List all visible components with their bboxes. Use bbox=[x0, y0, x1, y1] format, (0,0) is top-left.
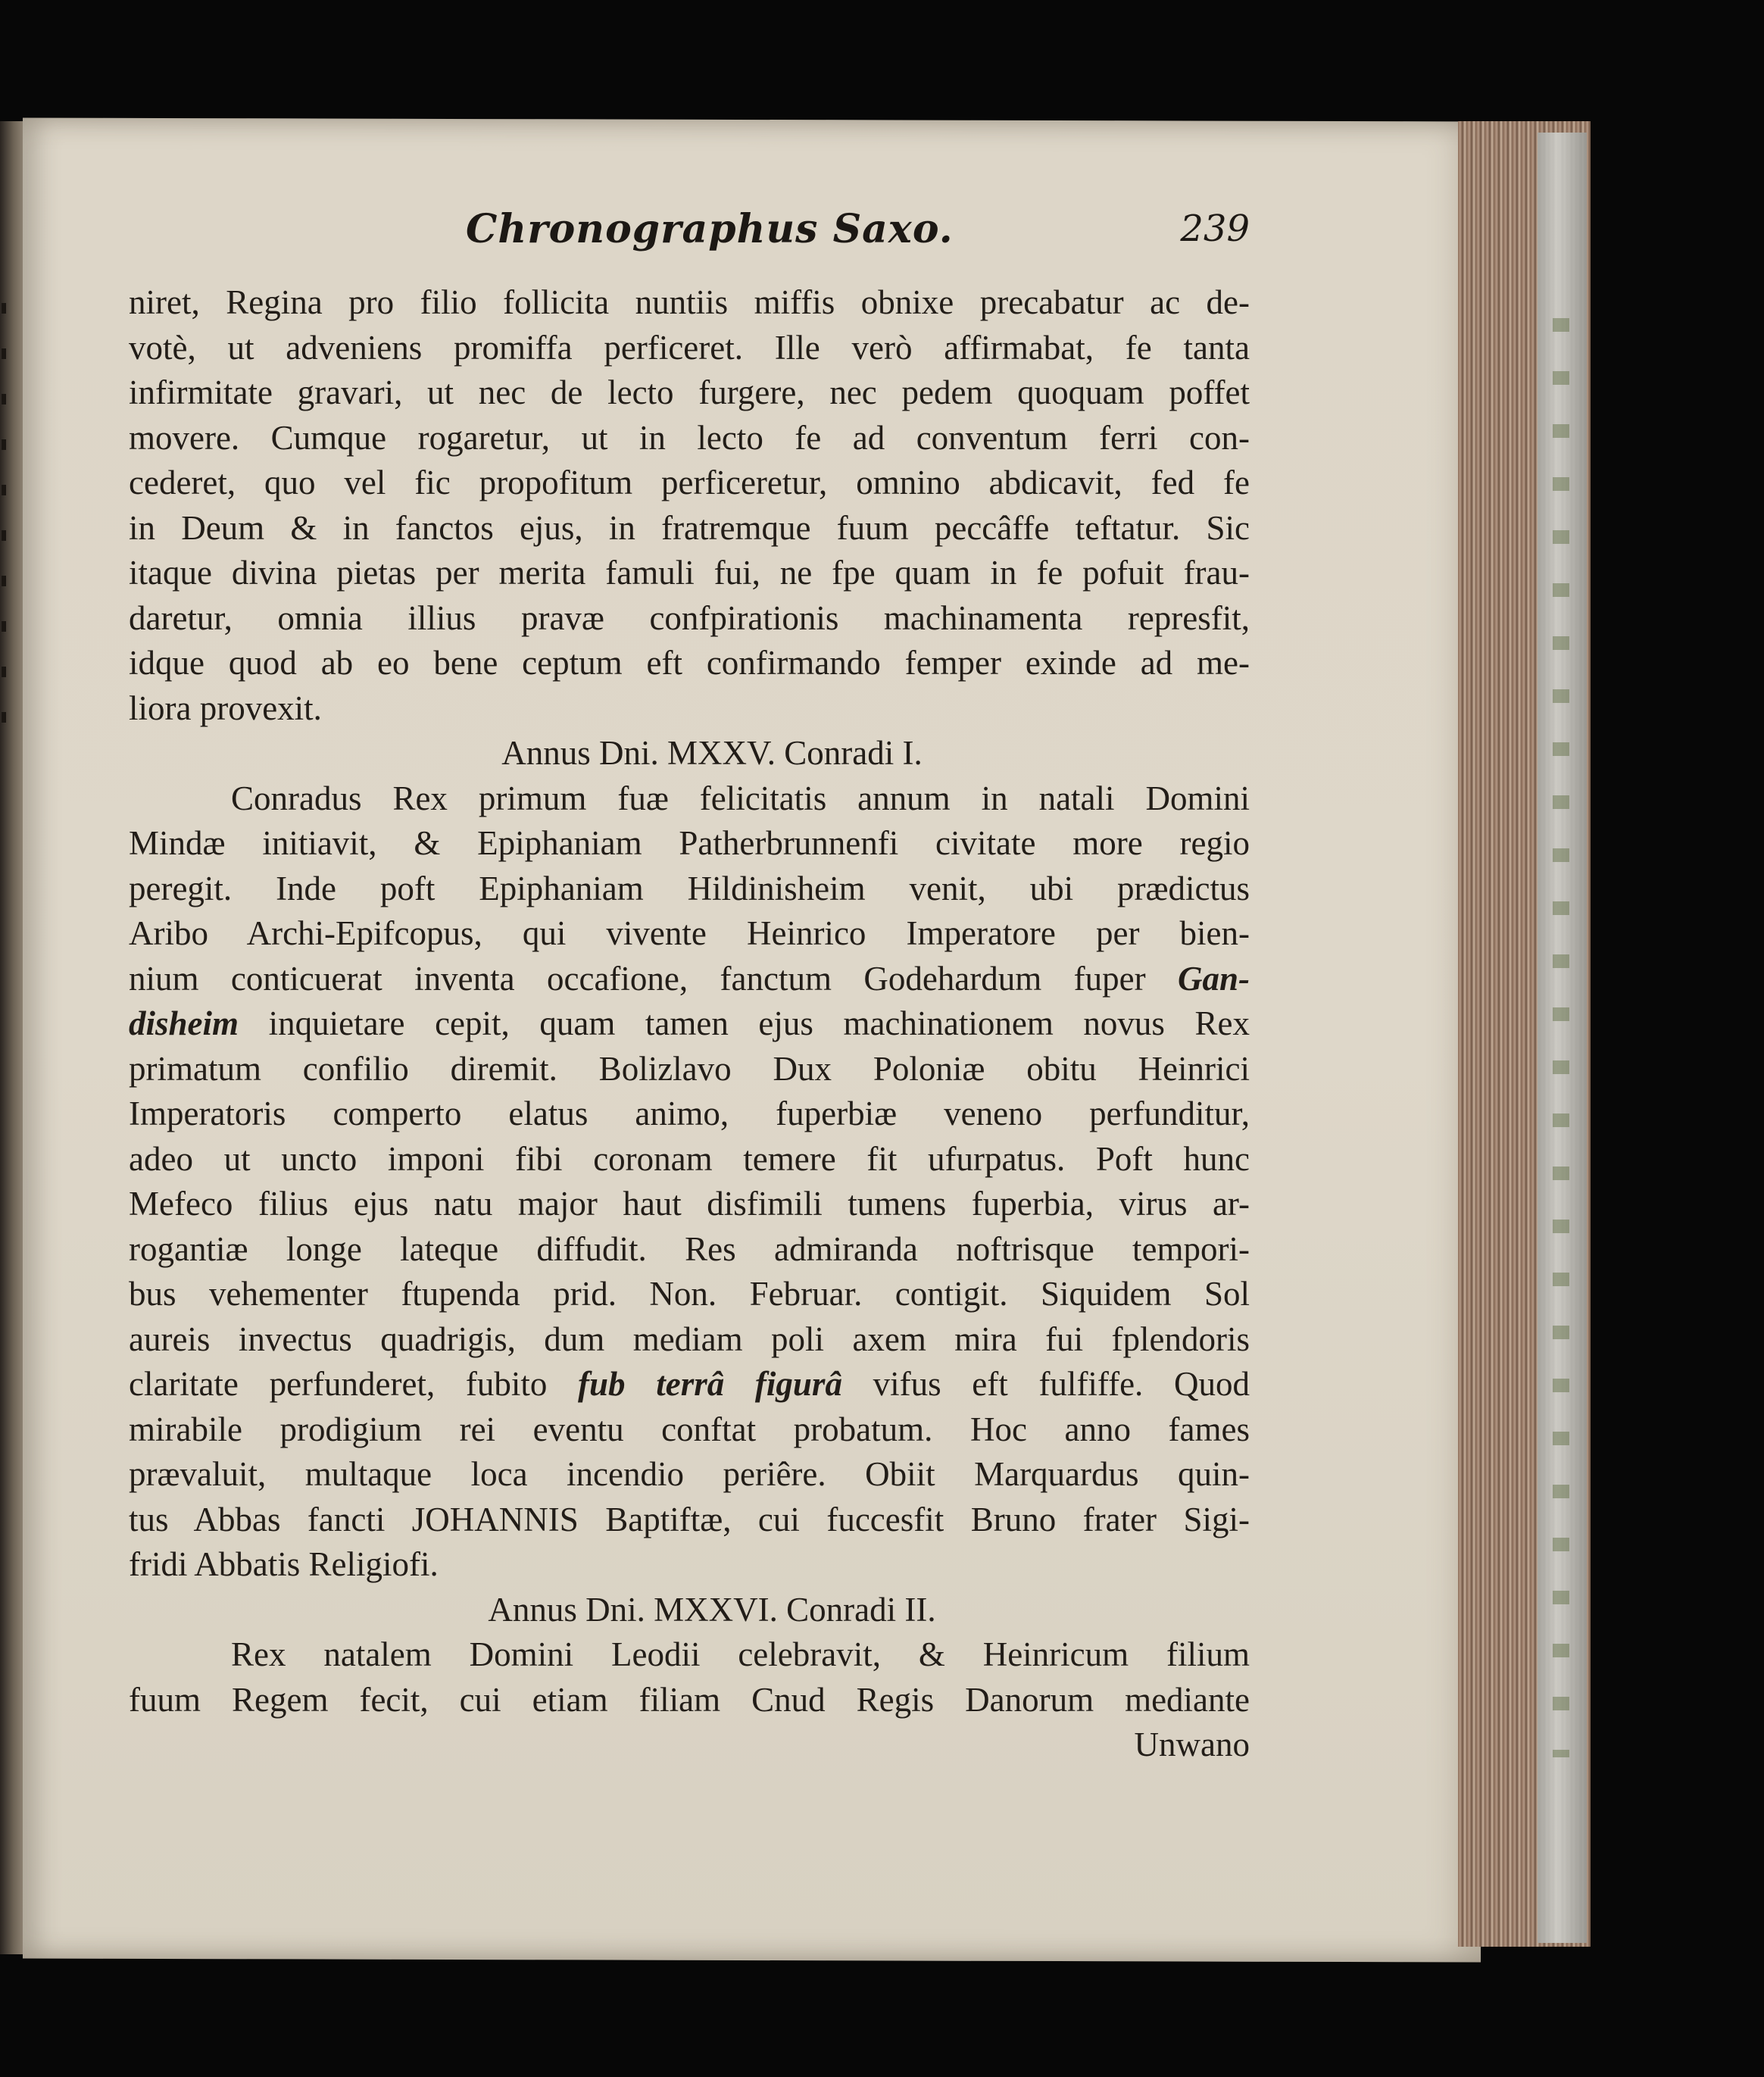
text-line: cederet, quo vel fic propofitum perficeretur, omnino abdicavit, fed fe bbox=[129, 464, 1250, 501]
text-line: Aribo Archi-Epifcopus, qui vivente Heinrico Imperatore per bien- bbox=[129, 914, 1250, 952]
text-line: rogantiæ longe lateque diffudit. Res admiranda noftrisque tempori- bbox=[129, 1229, 1250, 1268]
text-line: bus vehementer ftupenda prid. Non. Februar. contigit. Siquidem Sol bbox=[129, 1275, 1250, 1313]
text-line: in Deum & in fanctos ejus, in fratremque fuum peccâffe teftatur. Sic bbox=[129, 508, 1250, 547]
text-line: movere. Cumque rogaretur, ut in lecto fe ad conventum ferri con- bbox=[129, 418, 1250, 457]
text-line: peregit. Inde poft Epiphaniam Hildinisheim venit, ubi prædictus bbox=[129, 869, 1250, 907]
text-line: Mefeco filius ejus natu major haut disfimili tumens fuperbia, virus ar- bbox=[129, 1185, 1250, 1223]
text-span: nium conticuerat inventa occafione, fanctum Godehardum fuper bbox=[129, 959, 1146, 998]
text-line: niret, Regina pro filio follicita nuntiis miffis obnixe precabatur ac de- bbox=[129, 283, 1250, 321]
text-line: adeo ut uncto imponi fibi coronam temere fit ufurpatus. Poft hunc bbox=[129, 1139, 1250, 1178]
text-line: tus Abbas fancti JOHANNIS Baptiftæ, cui fuccesfit Bruno frater Sigi- bbox=[129, 1500, 1250, 1538]
text-line: Rex natalem Domini Leodii celebravit, & Heinricum filium bbox=[231, 1635, 1250, 1673]
page-number: 239 bbox=[1180, 208, 1250, 250]
cover-stain bbox=[1553, 318, 1569, 1757]
text-line: idque quod ab eo bene ceptum eft confirmando femper exinde ad me- bbox=[129, 644, 1250, 682]
text-line: daretur, omnia illius pravæ confpirationis machinamenta represfit, bbox=[129, 598, 1250, 637]
catchword: Unwano bbox=[1134, 1726, 1250, 1763]
text-line: Imperatoris comperto elatus animo, fuperbiæ veneno perfunditur, bbox=[129, 1095, 1250, 1132]
text-line: prævaluit, multaque loca incendio periêre. Obiit Marquardus quin- bbox=[129, 1455, 1250, 1493]
italic-place-name: disheim bbox=[129, 1004, 239, 1042]
page-header bbox=[129, 206, 1250, 259]
text-line: Conradus Rex primum fuæ felicitatis annum in natali Domini bbox=[231, 779, 1250, 817]
year-heading: Annus Dni. MXXVI. Conradi II. bbox=[488, 1590, 936, 1629]
text-line: itaque divina pietas per merita famuli fui, ne fpe quam in fe pofuit frau- bbox=[129, 554, 1250, 592]
text-line: aureis invectus quadrigis, dum mediam poli axem mira fui fplendoris bbox=[129, 1320, 1250, 1358]
text-span: vifus eft fulfiffe. Quod bbox=[841, 1365, 1250, 1403]
italic-place-name: Gan- bbox=[1177, 959, 1250, 998]
text-line bbox=[129, 1001, 1250, 1047]
text-line: infirmitate gravari, ut nec de lecto furgere, nec pedem quoquam poffet bbox=[129, 373, 1250, 411]
text-span: claritate perfunderet, fubito bbox=[129, 1365, 579, 1403]
text-line bbox=[129, 1362, 1250, 1407]
italic-phrase: fub terrâ figurâ bbox=[578, 1365, 842, 1403]
text-line: primatum confilio diremit. Bolizlavo Dux Poloniæ obitu Heinrici bbox=[129, 1049, 1250, 1088]
text-line: fuum Regem fecit, cui etiam filiam Cnud Regis Danorum mediante bbox=[129, 1680, 1250, 1719]
year-heading: Annus Dni. MXXV. Conradi I. bbox=[501, 734, 923, 772]
text-line bbox=[129, 957, 1250, 1002]
text-line: votè, ut adveniens promiffa perficeret. Ille verò affirmabat, fe tanta bbox=[129, 328, 1250, 367]
body-text bbox=[129, 280, 1250, 1768]
left-page-edge bbox=[0, 121, 23, 1954]
text-span: inquietare cepit, quam tamen ejus machinationem novus Rex bbox=[239, 1004, 1250, 1042]
text-line: liora provexit. bbox=[129, 689, 322, 727]
text-line: fridi Abbatis Religiofi. bbox=[129, 1545, 439, 1583]
text-line: Mindæ initiavit, & Epiphaniam Patherbrunnenfi civitate more regio bbox=[129, 824, 1250, 862]
text-line: mirabile prodigium rei eventu conftat probatum. Hoc anno fames bbox=[129, 1410, 1250, 1448]
running-title: Chronographus Saxo. bbox=[466, 206, 954, 252]
